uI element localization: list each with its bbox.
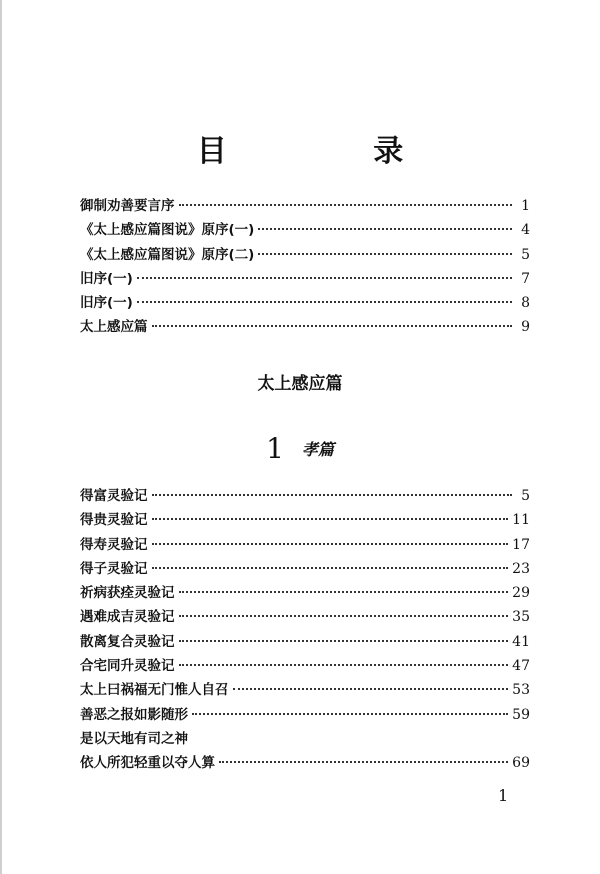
- chapter-entry-list: [80, 484, 530, 776]
- toc-entry-label: 旧序(一): [80, 270, 133, 287]
- toc-entry[interactable]: [80, 751, 530, 775]
- toc-entry-page: 5: [521, 488, 530, 504]
- toc-entry-page: 1: [521, 198, 530, 214]
- front-matter-list: [80, 194, 530, 340]
- toc-entry-label: 得寿灵验记: [80, 536, 148, 553]
- dot-leader: [219, 761, 508, 763]
- dot-leader: [152, 543, 509, 545]
- toc-entry-label: 合宅同升灵验记: [80, 658, 175, 675]
- dot-leader: [179, 640, 509, 642]
- section-heading: 太上感应篇: [257, 374, 343, 394]
- dot-leader: [179, 204, 513, 206]
- toc-entry-label: 祈病获痊灵验记: [80, 585, 175, 602]
- toc-entry-page: 59: [512, 706, 530, 723]
- toc-entry-page: 47: [512, 658, 530, 675]
- toc-entry[interactable]: [80, 727, 530, 751]
- dot-leader: [258, 253, 512, 255]
- chapter-name: 孝篇: [301, 440, 334, 459]
- chapter-heading: [0, 432, 600, 465]
- toc-entry-label: 得富灵验记: [80, 488, 148, 504]
- toc-entry-label: 得贵灵验记: [80, 512, 148, 529]
- dot-leader: [192, 713, 508, 715]
- toc-entry[interactable]: [80, 508, 530, 532]
- dot-leader: [152, 325, 513, 327]
- toc-entry[interactable]: [80, 533, 530, 557]
- toc-entry[interactable]: [80, 267, 530, 291]
- toc-entry-label: 太上感应篇: [80, 319, 148, 336]
- toc-entry-page: 9: [521, 319, 530, 336]
- toc-entry[interactable]: [80, 703, 530, 727]
- toc-entry-page: 53: [512, 682, 530, 699]
- toc-entry[interactable]: [80, 218, 530, 242]
- toc-entry-page: 41: [512, 633, 530, 650]
- dot-leader: [152, 567, 509, 569]
- dot-leader: [152, 494, 513, 496]
- toc-entry[interactable]: [80, 557, 530, 581]
- toc-entry-page: 17: [512, 536, 530, 553]
- toc-entry-label: 旧序(一): [80, 295, 133, 312]
- toc-entry-page: 4: [521, 222, 530, 239]
- dot-leader: [137, 277, 512, 279]
- toc-entry-label: 《太上感应篇图说》原序(一): [80, 222, 255, 239]
- toc-entry[interactable]: [80, 630, 530, 654]
- toc-entry-label: 得子灵验记: [80, 560, 148, 577]
- toc-entry[interactable]: [80, 291, 530, 315]
- toc-entry-page: 8: [521, 295, 530, 312]
- toc-entry[interactable]: [80, 243, 530, 267]
- page-title: 目 录: [196, 134, 472, 169]
- toc-entry-page: 35: [512, 609, 530, 626]
- dot-leader: [233, 688, 509, 690]
- toc-entry-label: 散离复合灵验记: [80, 633, 175, 650]
- toc-entry-label: 遇难成吉灵验记: [80, 609, 175, 626]
- toc-entry[interactable]: [80, 194, 530, 218]
- dot-leader: [152, 518, 509, 520]
- toc-entry-label: 善恶之报如影随形: [80, 706, 188, 723]
- dot-leader: [258, 228, 512, 230]
- toc-entry-page: 23: [512, 560, 530, 577]
- toc-entry[interactable]: [80, 654, 530, 678]
- toc-entry[interactable]: [80, 484, 530, 508]
- chapter-number: 1: [266, 432, 284, 465]
- dot-leader: [179, 591, 509, 593]
- toc-entry-label: 是以天地有司之神: [80, 730, 188, 747]
- toc-entry[interactable]: [80, 315, 530, 339]
- toc-entry-label: 太上曰祸福无门惟人自召: [80, 682, 229, 699]
- footer-page-number: 1: [498, 786, 509, 805]
- toc-entry-label: 依人所犯轻重以夺人算: [80, 755, 215, 772]
- toc-entry-page: 7: [521, 270, 530, 287]
- toc-entry-label: 御制劝善要言序: [80, 198, 175, 214]
- toc-entry-page: 5: [521, 246, 530, 263]
- toc-entry-label: 《太上感应篇图说》原序(二): [80, 246, 255, 263]
- toc-entry-page: 69: [512, 755, 530, 772]
- dot-leader: [179, 664, 509, 666]
- toc-entry[interactable]: [80, 581, 530, 605]
- toc-entry[interactable]: [80, 678, 530, 702]
- dot-leader: [137, 301, 512, 303]
- toc-entry[interactable]: [80, 605, 530, 629]
- dot-leader: [179, 615, 509, 617]
- toc-entry-page: 29: [512, 585, 530, 602]
- toc-entry-page: 11: [512, 512, 530, 529]
